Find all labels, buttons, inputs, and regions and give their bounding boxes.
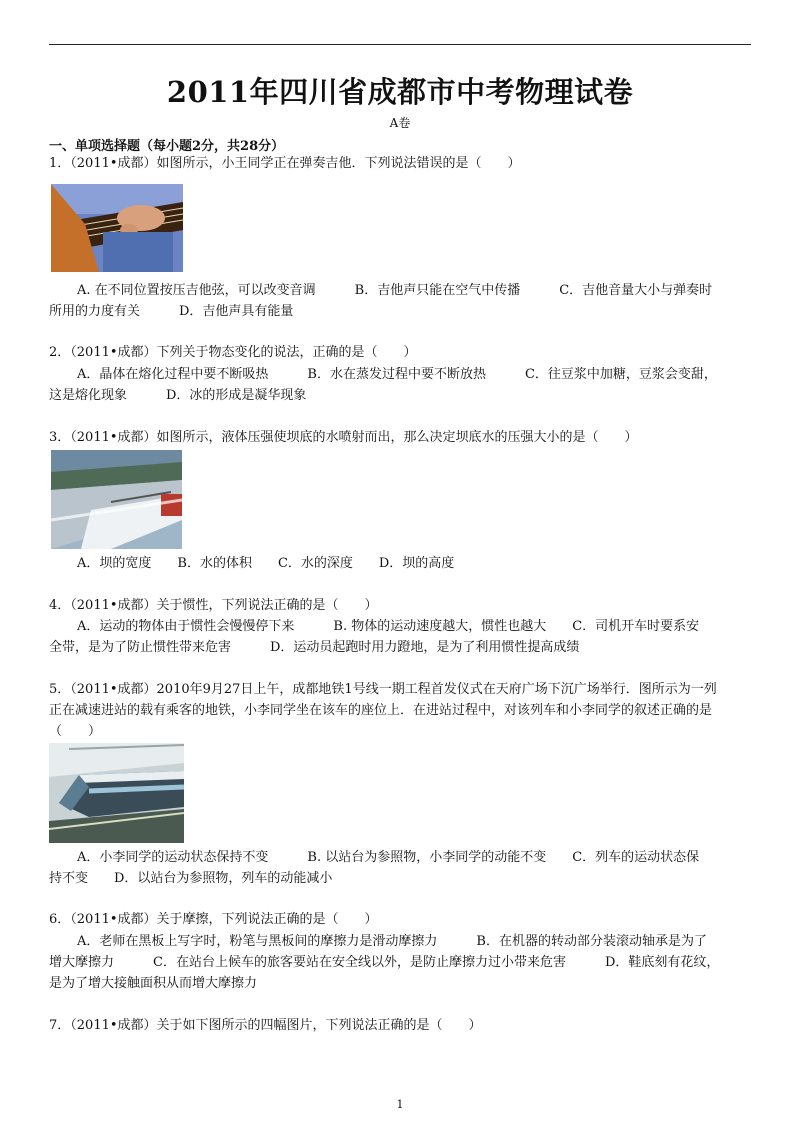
top-rule xyxy=(49,44,751,45)
question-2-options-line-2: 这是熔化现象 D．冰的形成是凝华现象 xyxy=(49,388,307,403)
question-3-stem: 3．（2011•成都）如图所示，液体压强使坝底的水喷射而出，那么决定坝底水的压强大小的是（ ） xyxy=(49,430,638,445)
question-2-options-line-1: A．晶体在熔化过程中要不断吸热 B．水在蒸发过程中要不断放热 C．往豆浆中加糖，豆浆会变甜， xyxy=(77,367,717,382)
page-number: 1 xyxy=(396,1098,404,1111)
guitar-photo xyxy=(51,184,183,272)
page-title: 2011年四川省成都市中考物理试卷 xyxy=(166,75,634,109)
dam-photo xyxy=(51,450,182,549)
question-5-stem-line-2: 正在减速进站的载有乘客的地铁，小李同学坐在该车的座位上．在进站过程中，对该列车和小李同学的叙述正确的是 xyxy=(49,703,713,718)
subway-train-photo xyxy=(49,743,184,843)
question-4-stem: 4．（2011•成都）关于惯性，下列说法正确的是（ ） xyxy=(49,598,378,613)
question-5-options-line-1: A．小李同学的运动状态保持不变 B. 以站台为参照物，小李同学的动能不变 C．列车的运动状态保 xyxy=(77,850,700,865)
question-5-stem: 5．（2011•成都）2010年9月27日上午，成都地铁1号线一期工程首发仪式在天府广场下沉广场举行．图所示为一列 xyxy=(49,682,717,697)
question-3-options: A．坝的宽度 B．水的体积 C．水的深度 D．坝的高度 xyxy=(77,556,455,571)
question-2-stem: 2．（2011•成都）下列关于物态变化的说法，正确的是（ ） xyxy=(49,345,417,360)
question-7-stem: 7．（2011•成都）关于如下图所示的四幅图片，下列说法正确的是（ ） xyxy=(49,1018,482,1033)
question-1-options-line-2: 所用的力度有关 D．吉他声具有能量 xyxy=(49,304,294,319)
question-5-stem-line-3: （ ） xyxy=(49,724,102,739)
question-5-options-line-2: 持不变 D．以站台为参照物，列车的动能减小 xyxy=(49,871,333,886)
question-1-options-line-1: A. 在不同位置按压吉他弦，可以改变音调 B．吉他声只能在空气中传播 C．吉他音量大小与弹奏时 xyxy=(77,283,713,298)
section-heading: 一、单项选择题（每小题2分，共28分） xyxy=(49,139,285,154)
question-6-options-line-3: 是为了增大接触面积从而增大摩擦力 xyxy=(49,976,258,991)
question-1-stem: 1．（2011•成都）如图所示，小王同学正在弹奏吉他．下列说法错误的是（ ） xyxy=(49,156,521,171)
question-6-options-line-1: A．老师在黑板上写字时，粉笔与黑板间的摩擦力是滑动摩擦力 B．在机器的转动部分装滚动轴承是为了 xyxy=(77,934,707,949)
paper-version: A卷 xyxy=(389,116,411,130)
question-6-stem: 6．（2011•成都）关于摩擦，下列说法正确的是（ ） xyxy=(49,912,378,927)
question-4-options-line-2: 全带，是为了防止惯性带来危害 D．运动员起跑时用力蹬地，是为了利用惯性提高成绩 xyxy=(49,640,580,655)
question-6-options-line-2: 增大摩擦力 C．在站台上候车的旅客要站在安全线以外，是防止摩擦力过小带来危害 D．鞋底刻有花纹， xyxy=(49,955,720,970)
question-4-options-line-1: A．运动的物体由于惯性会慢慢停下来 B. 物体的运动速度越大，惯性也越大 C．司机开车时要系安 xyxy=(77,619,700,634)
